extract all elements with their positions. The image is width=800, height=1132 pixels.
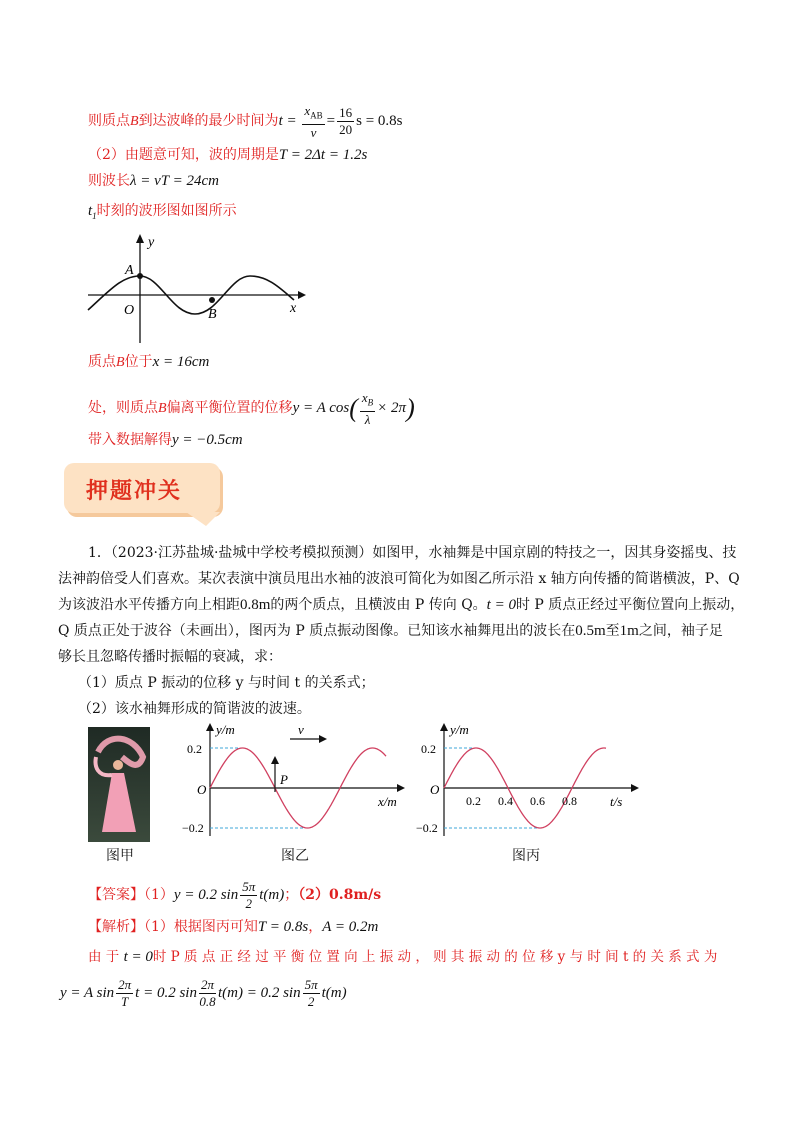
solution-line-7: 带入数据解得y = −0.5cm (88, 432, 243, 448)
solution-line-4: $t_1$时刻的波形图如图所示 (88, 203, 237, 221)
problem-line-3: 为该波沿水平传播方向上相距0.8m的两个质点，且横波由 P 传向 Q。t = 0时 P 质点正经过平衡位置向上振动， (58, 597, 745, 613)
banner-title: 押题冲关 (86, 479, 183, 504)
point-A (137, 273, 143, 279)
question-1: （1）质点 P 振动的位移 y 与时间 t 的关系式； (78, 675, 375, 691)
bing-x-arrow (631, 784, 639, 792)
caption-yi: 图乙 (281, 848, 309, 864)
yi-ylabel: y/m (216, 722, 235, 737)
figure-yi-wave (180, 720, 410, 840)
caption-bing: 图丙 (512, 848, 540, 864)
fraction-16-20: $\frac{16}{20}$ (339, 105, 353, 138)
bing-ybot: −0.2 (416, 821, 438, 835)
yi-label-v: v (298, 722, 304, 737)
yi-label-P: P (280, 772, 288, 787)
solution-line-5: 质点B位于x = 16cm (88, 354, 210, 370)
wave-figure-t1 (80, 228, 310, 348)
yi-x-arrow (397, 784, 405, 792)
question-2: （2）该水袖舞形成的简谐波的波速。 (78, 701, 311, 717)
label-A: A (125, 263, 134, 278)
label-y: y (148, 235, 155, 250)
label-O: O (124, 303, 135, 318)
bing-ytop: 0.2 (421, 742, 436, 756)
problem-line-5: 够长且忽略传播时振幅的衰减，求： (58, 649, 282, 665)
point-B (209, 297, 215, 303)
problem-text (58, 540, 748, 722)
figure-bing-vibration (416, 720, 640, 840)
x-axis-arrow (298, 291, 306, 299)
analysis-line-1: 【解析】（1）根据图丙可知T = 0.8s，A = 0.2m (88, 919, 379, 935)
banner-tail (186, 512, 222, 530)
analysis-line-3: y = A sin $\frac{2\pi}{T}$ t = 0.2 sin $\frac{2\pi}{0.8}$ t(m) = 0.2 sin $\frac{5\pi}{2}$ t(m) (60, 977, 347, 1009)
problem-line-1: 1．（2023·江苏盐城·盐城中学校考模拟预测）如图甲，水袖舞是中国京剧的特技之一，因其身姿摇曳、技 (88, 545, 737, 561)
bing-ylabel: y/m (450, 722, 469, 737)
analysis-line-2: 由 于 t = 0时 P 质 点 正 经 过 平 衡 位 置 向 上 振 动 ， 则 其 振 动 的 位 移 y 与 时 间 t 的 关 系 式 为 (88, 949, 718, 965)
yi-ybot: −0.2 (182, 821, 204, 835)
dancer-photo (88, 727, 150, 842)
bing-tick-0.8: 0.8 (562, 794, 577, 808)
bing-tick-0.4: 0.4 (498, 794, 513, 808)
fraction-xab-v: $\frac{x_{AB}}{v}$ (304, 103, 323, 140)
yi-v-arrowhead (319, 735, 327, 743)
label-x: x (290, 301, 297, 316)
solution-line-1: 则质点B到达波峰的最少时间为t = $\frac{x_{AB}}{v}$ = $\frac{16}{20}$ s = 0.8s (88, 103, 403, 140)
bing-tick-0.6: 0.6 (530, 794, 545, 808)
yi-ytop: 0.2 (187, 742, 202, 756)
answer-line: 【答案】（1）y = 0.2 sin $\frac{5\pi}{2}$ t(m)；（2）0.8m/s (88, 879, 382, 911)
bing-tick-0.2: 0.2 (466, 794, 481, 808)
y-axis-arrow (136, 234, 144, 243)
label-B: B (208, 307, 217, 322)
solution-line-3: 则波长λ = vT = 24cm (88, 173, 219, 189)
caption-jia: 图甲 (106, 848, 134, 864)
var-B: B (130, 114, 139, 130)
yi-origin: O (197, 782, 207, 797)
bing-y-arrow (440, 723, 448, 731)
solution-line-2: （2）由题意可知，波的周期是T = 2Δt = 1.2s (88, 147, 368, 163)
bing-origin: O (430, 782, 440, 797)
solution-line-6: 处，则质点B偏离平衡位置的位移y = A cos( $\frac{x_B}{\lambda}$ × 2π) (88, 390, 415, 427)
yi-P-arrowhead (271, 756, 279, 764)
bing-xlabel: t/s (610, 794, 623, 809)
problem-line-2: 法神韵倍受人们喜欢。某次表演中演员甩出水袖的波浪可简化为如图乙所示沿 x 轴方向传播的简谐横波，P、Q (58, 571, 740, 587)
yi-y-arrow (206, 723, 214, 731)
problem-line-4: Q 质点正处于波谷（未画出），图丙为 P 质点振动图像。已知该水袖舞甩出的波长在0.5m至1m之间，袖子足 (58, 623, 723, 639)
yi-xlabel: x/m (378, 794, 397, 809)
